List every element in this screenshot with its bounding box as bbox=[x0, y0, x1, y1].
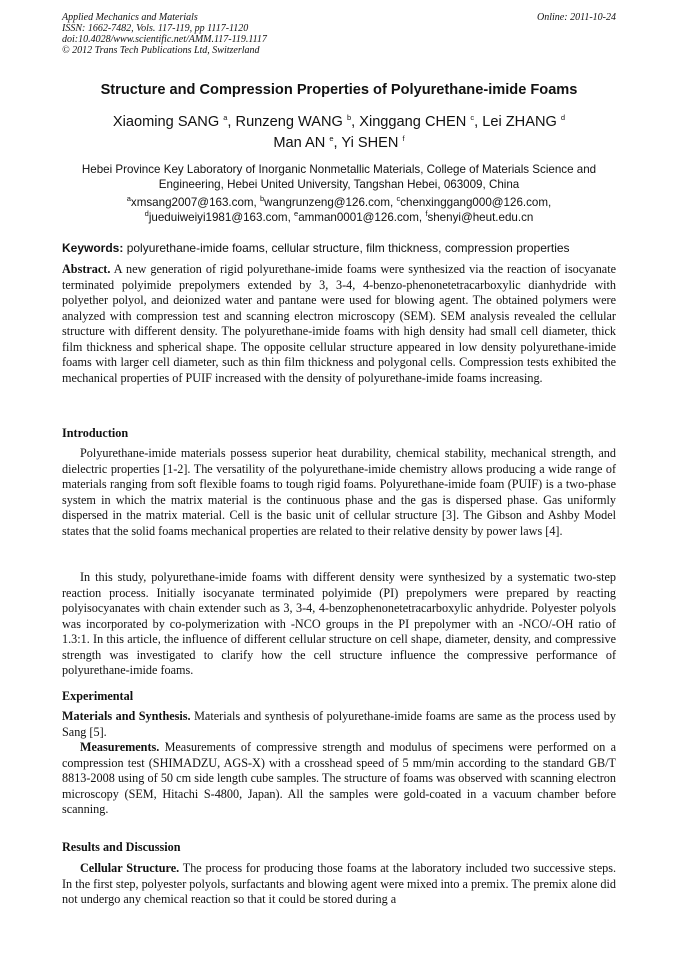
author-name: Xiaoming SANG bbox=[112, 114, 220, 130]
author-sup: e bbox=[329, 134, 334, 144]
email-address: jueduiweiyi1981@163.com bbox=[148, 210, 288, 224]
measurements-paragraph: Measurements. Measurements of compressive strength and modulus of specimens were performed on a compression test (SHIMADZU, AGS-X) with a crosshead speed of 5 mm/min according to the standard GB/T 8813-2008 using of 50 cm side length cube samples. The structure of foams was observed with scanning electron microscopy (SEM, Hitachi S-4800, Japan). All the samples were gold-coated in a vacuum chamber before scanning. bbox=[62, 740, 616, 816]
paper-title: Structure and Compression Properties of Polyurethane-imide Foams bbox=[100, 82, 578, 98]
keywords-text: polyurethane-imide foams, cellular structure, film thickness, compression properties bbox=[126, 241, 570, 255]
cellular-structure-label: Cellular Structure. bbox=[80, 861, 180, 875]
keywords-label: Keywords: bbox=[62, 241, 124, 255]
abstract-label: Abstract. bbox=[62, 262, 111, 276]
journal-name: Applied Mechanics and Materials bbox=[62, 12, 198, 23]
email-address: amman0001@126.com bbox=[298, 210, 419, 224]
materials-label: Materials and Synthesis. bbox=[62, 709, 191, 723]
cellular-structure-paragraph: Cellular Structure. The process for producing those foams at the laboratory included two successive steps. In the first step, polyester polyols, surfactants and blowing agent were mixed into a premix. The premix alone did not undergo any chemical reaction so that it could be stored during a bbox=[62, 861, 616, 906]
online-date: Online: 2011-10-24 bbox=[537, 12, 616, 23]
author-name: Lei ZHANG bbox=[482, 114, 557, 130]
abstract bbox=[62, 262, 616, 386]
author-list: Xiaoming SANG $^a$, Runzeng WANG $^b$, Xinggang CHEN $^c$, Lei ZHANG $^d$ Man AN $^e$, Yi SHEN $^f$ bbox=[112, 113, 566, 151]
author-sup: a bbox=[223, 113, 228, 123]
section-heading-introduction: Introduction bbox=[62, 426, 129, 440]
email-address: xmsang2007@163.com bbox=[130, 196, 254, 209]
affiliation: Hebei Province Key Laboratory of Inorganic Nonmetallic Materials, College of Materials Science and Engineering, Hebei United University, Tangshan Hebei, 063009, China bbox=[81, 163, 597, 191]
section-heading-experimental: Experimental bbox=[62, 689, 134, 703]
keywords bbox=[62, 241, 616, 255]
author-name: Yi SHEN bbox=[341, 135, 399, 151]
email-address: chenxinggang000@126.com bbox=[400, 196, 549, 209]
section-heading-results: Results and Discussion bbox=[62, 840, 181, 854]
author-name: Man AN bbox=[273, 135, 326, 151]
author-sup: b bbox=[346, 113, 352, 123]
email-address: shenyi@heut.edu.cn bbox=[427, 210, 534, 224]
intro-paragraph-2: In this study, polyurethane-imide foams with different density were synthesized by a systematic two-step reaction process. Initially isocyanate terminated polyimide (PI) prepolymers were prepared by reacting polyisocyanates with chain extender such as 3, 3-4, 4-benzophenonetetracarboxylic anhydride. Polyester polyols was incorporated by co-polymerization with -NCO groups in the PI prepolymer with an -NCO/-OH ratio of 1.3:1. In this article, the influence of different cellular structure on cell shape, diameter, density, and compressive strength was investigated to clarify how the cell structure influence the compressive performance of polyurethane-imide foams. bbox=[62, 570, 616, 677]
email-list: $^a$xmsang2007@163.com, $^b$wangrunzeng@126.com, $^c$chenxinggang000@126.com, $^d$jueduiweiyi1981@163.com, $^e$amman0001@126.com, $^f$shenyi@heut.edu.cn bbox=[126, 194, 552, 224]
journal-header bbox=[62, 12, 616, 56]
author-sup: d bbox=[560, 113, 566, 123]
intro-paragraph-1: Polyurethane-imide materials possess superior heat durability, chemical stability, mechanical strength, and dielectric properties [1-2]. The versatility of the polyurethane-imide chemistry allows producing a wide range of materials ranging from soft flexible foams to tough rigid foams. Polyurethane-imide foam (PUIF) is a two-phase system in which the matrix material is the continuous phase and the gas is dispersed phase. Gas uniformly dispersed in the matrix material. Cell is the basic unit of cellular structure [3]. The Gibson and Ashby Model states that the solid foams mechanical properties are related to their relative density by power laws [4]. bbox=[62, 446, 616, 538]
abstract-text: A new generation of rigid polyurethane-imide foams were synthesized via the reaction of isocyanate terminated polyimide prepolymers extended by 3, 3-4, 4-benzo-phenonetetracarboxylic dianhydride with polyether polyol, and deionized water and pantane were used for blowing agent. The obtained polymers were analyzed with compression test and scanning electron microscopy (SEM). SEM analysis revealed the cellular structure with different density. The polyurethane-imide foams with high density had small cell diameter, thick film thickness and spherical shape. The opposite cellular structure appeared in low density polyurethane-imide foams with larger cell diameter, such as thin film thickness and polygonal cells. Compression tests exhibited the mechanical properties of PUIF increased with the density of polyurethane-imide foams increasing. bbox=[62, 262, 616, 385]
materials-paragraph: Materials and Synthesis. Materials and synthesis of polyurethane-imide foams are same as the process used by Sang [5]. bbox=[62, 709, 616, 739]
issn-line: ISSN: 1662-7482, Vols. 117-119, pp 1117-1120 bbox=[62, 23, 249, 34]
author-name: Runzeng WANG bbox=[235, 114, 343, 130]
author-sup: f bbox=[402, 134, 405, 144]
measurements-label: Measurements. bbox=[80, 740, 160, 754]
copyright-line: © 2012 Trans Tech Publications Ltd, Switzerland bbox=[62, 45, 260, 56]
doi-line: doi:10.4028/www.scientific.net/AMM.117-119.1117 bbox=[62, 34, 267, 45]
email-address: wangrunzeng@126.com bbox=[264, 196, 391, 209]
author-name: Xinggang CHEN bbox=[359, 114, 467, 130]
author-sup: c bbox=[470, 113, 475, 123]
